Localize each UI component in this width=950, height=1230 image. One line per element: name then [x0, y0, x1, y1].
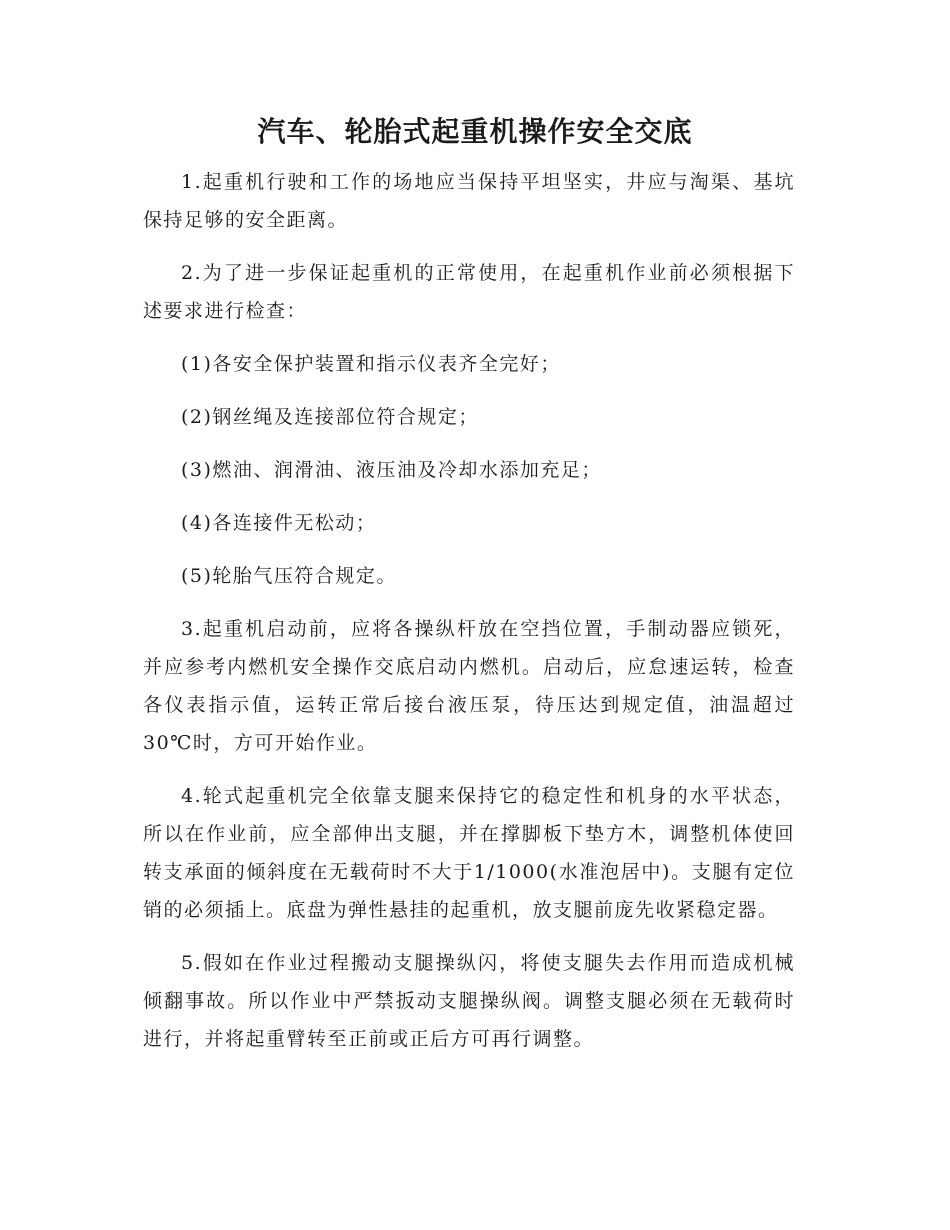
list-item-1: (1)各安全保护装置和指示仪表齐全完好；	[181, 353, 561, 375]
paragraph-5: 5.假如在作业过程搬动支腿操纵闪，将使支腿失去作用而造成机械倾翻事故。所以作业中严禁扳动支腿操纵阀。调整支腿必须在无载荷时进行，并将起重臂转至正前或正后方可再行调整。	[143, 952, 795, 1050]
paragraph-1: 1.起重机行驶和工作的场地应当保持平坦坚实，井应与淘渠、基坑保持足够的安全距离。	[143, 171, 795, 231]
list-item-5: (5)轮胎气压符合规定。	[181, 565, 397, 587]
list-item-4: (4)各连接件无松动；	[181, 512, 377, 534]
document-body	[143, 163, 795, 1073]
document-title: 汽车、轮胎式起重机操作安全交底	[257, 115, 693, 148]
list-item-3: (3)燃油、润滑油、液压油及冷却水添加充足；	[181, 459, 602, 481]
paragraph-2: 2.为了进一步保证起重机的正常使用，在起重机作业前必须根据下述要求进行检查：	[143, 262, 795, 322]
list-item-2: (2)钢丝绳及连接部位符合规定；	[181, 406, 479, 428]
paragraph-3: 3.起重机启动前，应将各操纵杆放在空挡位置，手制动器应锁死，并应参考内燃机安全操作交底启动内燃机。启动后，应怠速运转，检查各仪表指示值，运转正常后接台液压泵，待压达到规定值，油温超过30℃时，方可开始作业。	[143, 618, 795, 754]
paragraph-4: 4.轮式起重机完全依靠支腿来保持它的稳定性和机身的水平状态，所以在作业前，应全部伸出支腿，并在撑脚板下垫方木，调整机体使回转支承面的倾斜度在无载荷时不大于1/1000(水准泡居中)。支腿有定位销的必须插上。底盘为弹性悬挂的起重机，放支腿前庞先收紧稳定器。	[143, 785, 795, 921]
